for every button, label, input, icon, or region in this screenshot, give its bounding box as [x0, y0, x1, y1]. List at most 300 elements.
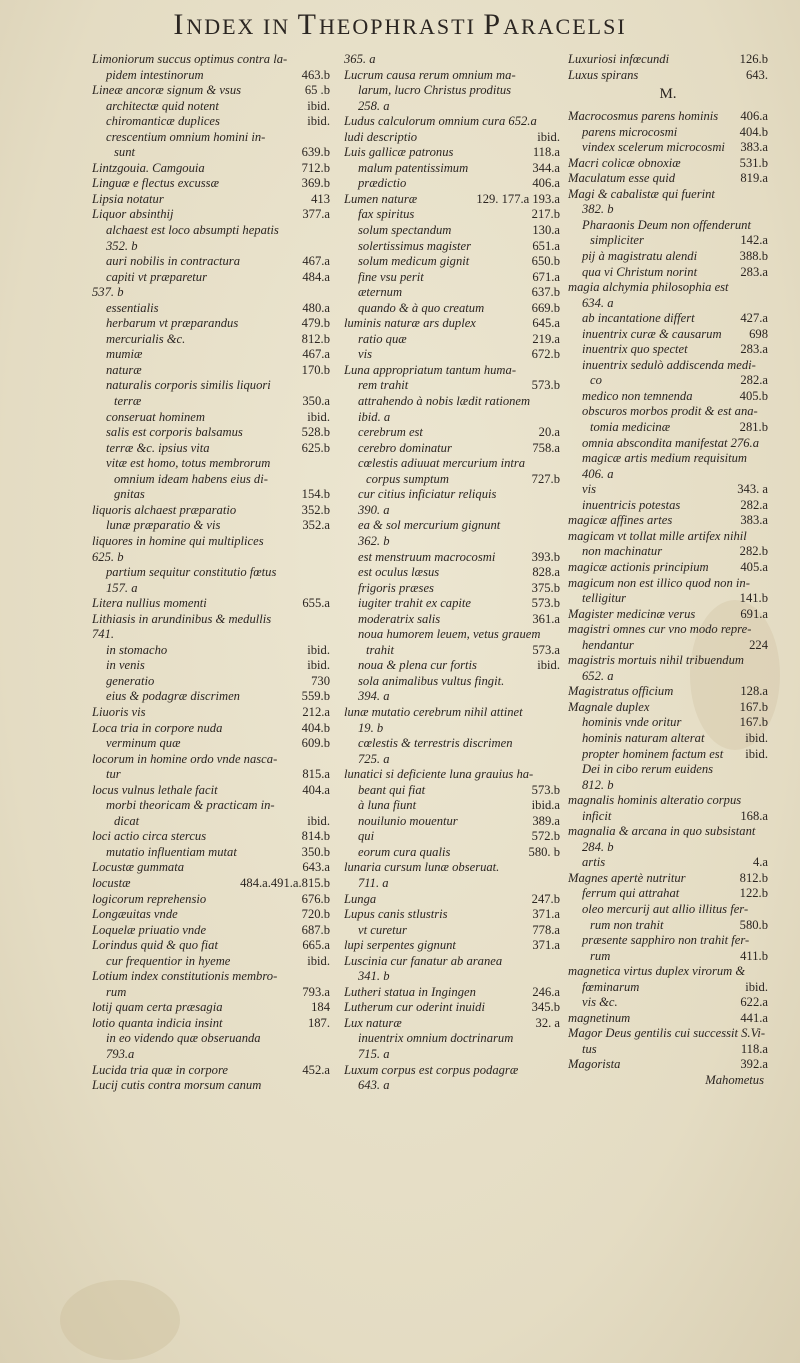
index-entry — [568, 358, 768, 374]
entry-page-ref: 375.b — [531, 580, 560, 595]
entry-page-ref — [326, 969, 330, 985]
entry-page-ref: 141.b — [739, 591, 768, 606]
entry-term: rum — [590, 948, 611, 963]
entry-term: 406. a — [582, 466, 614, 481]
entry-page-ref: ibid. — [307, 953, 330, 968]
entry-page-ref — [326, 581, 330, 597]
entry-term: tomia medicinæ — [590, 420, 671, 435]
entry-term: noua humorem leuem, vetus grauem — [358, 627, 541, 642]
index-entry — [92, 783, 330, 799]
entry-term: rem trahit — [358, 378, 409, 393]
index-entry — [344, 674, 560, 690]
paper-stain — [60, 1280, 180, 1360]
entry-page-ref — [326, 52, 330, 68]
entry-term: 793.a — [106, 1047, 135, 1061]
header-word-paracelsi: ARACELSI — [503, 14, 627, 39]
entry-term: quando & à quo creatum — [358, 300, 485, 315]
index-entry — [344, 534, 560, 550]
entry-page-ref: 118.a — [740, 1041, 768, 1056]
entry-page-ref — [326, 1031, 330, 1047]
entry-term: lunatici si deficiente luna grauius ha- — [344, 767, 534, 782]
index-entry — [568, 498, 768, 514]
index-entry — [568, 249, 768, 265]
entry-term: Maculatum esse quid — [568, 171, 676, 186]
entry-term: 715. a — [358, 1047, 390, 1061]
entry-page-ref: 219.a — [532, 331, 560, 346]
entry-page-ref — [764, 202, 768, 218]
entry-page-ref: 651.a — [532, 238, 560, 253]
entry-page-ref: 404.b — [739, 124, 768, 139]
entry-page-ref: 187. — [307, 1015, 330, 1030]
entry-term: partium sequitur constitutio fœtus — [106, 565, 277, 580]
entry-page-ref: 344.a — [532, 160, 560, 175]
index-entry — [568, 265, 768, 281]
entry-page-ref: 350.b — [301, 844, 330, 859]
entry-page-ref: 371.a — [532, 907, 560, 922]
index-entry — [568, 855, 768, 871]
index-entry — [92, 721, 330, 737]
entry-page-ref: 20.a — [538, 425, 560, 440]
index-entry — [344, 689, 560, 705]
entry-term: locorum in homine ordo vnde nasca- — [92, 751, 278, 766]
entry-page-ref: 184 — [311, 1000, 330, 1015]
entry-page-ref: 224 — [749, 637, 768, 652]
index-entry — [344, 425, 560, 441]
index-entry — [568, 451, 768, 467]
index-entry — [92, 907, 330, 923]
entry-term: pij à magistratu alendi — [582, 249, 698, 264]
entry-page-ref: 392.a — [740, 1057, 768, 1072]
entry-page-ref: 463.b — [301, 67, 330, 82]
index-entry — [344, 52, 560, 68]
entry-page-ref — [556, 518, 560, 534]
entry-term: lunæ præparatio & vis — [106, 518, 221, 533]
entry-page-ref — [556, 534, 560, 550]
entry-page-ref — [764, 840, 768, 856]
entry-page-ref: ibid. — [307, 642, 330, 657]
entry-page-ref: 371.a — [532, 938, 560, 953]
entry-term: Lintzgouia. Camgouia — [92, 160, 205, 175]
entry-page-ref: 383.a — [740, 140, 768, 155]
entry-term: co — [590, 373, 602, 388]
index-entry — [568, 933, 768, 949]
index-entry — [568, 52, 768, 68]
entry-term: magnalis hominis alteratio corpus — [568, 793, 742, 808]
entry-term: dicat — [114, 813, 140, 828]
index-entry — [92, 612, 330, 628]
entry-term: simpliciter — [590, 233, 644, 248]
entry-term: ludi descriptio — [344, 129, 418, 144]
index-entry — [568, 482, 768, 498]
index-entry — [568, 529, 768, 545]
index-entry — [568, 886, 768, 902]
entry-term: Lucida tria quæ in corpore — [92, 1062, 228, 1077]
index-entry — [568, 715, 768, 731]
index-entry — [344, 114, 560, 130]
index-entry — [344, 798, 560, 814]
index-entry — [92, 52, 330, 68]
index-entry — [92, 223, 330, 239]
index-entry — [568, 949, 768, 965]
entry-page-ref: 828.a — [532, 565, 560, 580]
index-entry — [344, 736, 560, 752]
entry-term: cerebrum est — [358, 425, 423, 440]
index-entry — [344, 876, 560, 892]
entry-page-ref: 411.b — [740, 948, 768, 963]
entry-term: æternum — [358, 285, 403, 300]
entry-page-ref: 778.a — [532, 922, 560, 937]
entry-term: Lipsia notatur — [92, 191, 164, 206]
index-entry — [568, 980, 768, 996]
index-entry — [344, 1063, 560, 1079]
entry-term: corpus sumptum — [366, 471, 449, 486]
index-entry — [344, 487, 560, 503]
entry-term: magia alchymia philosophia est — [568, 280, 729, 295]
entry-term: Locustæ gummata — [92, 860, 185, 875]
entry-term: magnetinum — [568, 1010, 631, 1025]
index-entry — [344, 239, 560, 255]
entry-page-ref: 720.b — [301, 907, 330, 922]
entry-page-ref: 441.a — [740, 1010, 768, 1025]
index-entry — [92, 938, 330, 954]
entry-term: non machinatur — [582, 544, 663, 559]
index-entry — [568, 1073, 768, 1089]
entry-term: vis — [358, 347, 372, 362]
entry-page-ref — [556, 410, 560, 426]
index-entry — [568, 840, 768, 856]
entry-term: cœlestis & terrestris discrimen — [358, 736, 513, 751]
index-entry — [92, 130, 330, 146]
entry-term: Macrocosmus parens hominis — [568, 109, 719, 124]
index-entry — [568, 420, 768, 436]
entry-page-ref: 282.a — [740, 497, 768, 512]
entry-page-ref — [556, 394, 560, 410]
index-entry — [92, 394, 330, 410]
entry-page-ref: 669.b — [531, 300, 560, 315]
entry-term: inuentrix omnium doctrinarum — [358, 1031, 514, 1046]
entry-term: magicæ actionis principium — [568, 559, 709, 574]
entry-page-ref: 559.b — [301, 689, 330, 704]
index-entry — [344, 192, 560, 208]
index-entry — [344, 596, 560, 612]
index-entry — [568, 280, 768, 296]
entry-term: magistri omnes cur vno modo repre- — [568, 622, 752, 637]
index-entry — [92, 581, 330, 597]
entry-term: Magi & cabalistæ qui fuerint — [568, 186, 715, 201]
entry-page-ref: ibid. — [307, 98, 330, 113]
entry-term: inuentricis potestas — [582, 497, 681, 512]
entry-page-ref: 212.a — [302, 704, 330, 719]
entry-term: liquores in homine qui multiplices — [92, 533, 264, 548]
entry-page-ref — [764, 436, 768, 452]
index-entry — [344, 99, 560, 115]
entry-term: Lineæ ancoræ signum & vsus — [92, 83, 242, 98]
entry-term: Lucij cutis contra morsum canum — [92, 1078, 262, 1093]
index-entry — [92, 487, 330, 503]
index-entry — [344, 176, 560, 192]
index-entry — [92, 285, 330, 301]
index-entry — [92, 985, 330, 1001]
entry-page-ref — [556, 736, 560, 752]
entry-term: Magistratus officium — [568, 684, 674, 699]
entry-term: eius & podagræ discrimen — [106, 689, 240, 704]
entry-page-ref — [556, 52, 560, 68]
index-entry — [344, 1000, 560, 1016]
entry-page-ref: 393.b — [531, 549, 560, 564]
entry-term: Pharaonis Deum non offenderunt — [582, 217, 751, 232]
entry-term: hominis vnde oritur — [582, 715, 682, 730]
index-entry — [344, 845, 560, 861]
entry-term: chiromanticæ duplices — [106, 114, 220, 129]
index-entry — [568, 653, 768, 669]
index-entry — [92, 798, 330, 814]
entry-term: Loca tria in corpore nuda — [92, 720, 223, 735]
entry-term: Lunga — [344, 891, 377, 906]
entry-page-ref: 479.b — [301, 316, 330, 331]
entry-term: gnitas — [114, 487, 145, 502]
entry-page-ref: 625.b — [301, 440, 330, 455]
index-entry — [344, 394, 560, 410]
entry-term: Luis gallicæ patronus — [344, 145, 454, 160]
entry-term: inuentrix quo spectet — [582, 342, 688, 357]
entry-page-ref — [764, 467, 768, 483]
index-entry — [92, 332, 330, 348]
entry-term: Magnale duplex — [568, 699, 650, 714]
entry-term: 725. a — [358, 751, 390, 766]
entry-term: 652. a — [582, 668, 614, 683]
index-entry — [92, 270, 330, 286]
entry-term: cur frequentior in hyeme — [106, 953, 231, 968]
index-entry — [344, 550, 560, 566]
index-entry — [568, 202, 768, 218]
entry-page-ref: 687.b — [301, 922, 330, 937]
entry-term: fax spiritus — [358, 207, 415, 222]
entry-page-ref: 282.a — [740, 373, 768, 388]
entry-page-ref — [556, 876, 560, 892]
index-entry — [92, 1078, 330, 1094]
entry-term: Lucrum causa rerum omnium ma- — [344, 67, 516, 82]
entry-term: cœlestis adiuuat mercurium intra — [358, 456, 526, 471]
entry-term: Limoniorum succus optimus contra la- — [92, 52, 288, 66]
index-entry — [568, 436, 768, 452]
entry-page-ref — [765, 1026, 768, 1042]
index-entry — [92, 658, 330, 674]
entry-term: in stomacho — [106, 642, 168, 657]
entry-term: 352. b — [106, 238, 138, 253]
entry-page-ref: 812.b — [739, 870, 768, 885]
entry-page-ref: 671.a — [532, 269, 560, 284]
entry-term: noua & plena cur fortis — [358, 658, 477, 673]
entry-term: crescentium omnium homini in- — [106, 129, 266, 144]
index-entry — [568, 311, 768, 327]
index-entry — [344, 316, 560, 332]
index-entry — [344, 254, 560, 270]
entry-term: Liuoris vis — [92, 704, 146, 719]
entry-page-ref: 480.a — [302, 300, 330, 315]
index-entry — [92, 425, 330, 441]
entry-page-ref — [764, 296, 768, 312]
index-entry — [568, 1042, 768, 1058]
entry-page-ref — [326, 378, 330, 394]
index-entry — [92, 596, 330, 612]
index-entry — [344, 892, 560, 908]
index-entry — [568, 125, 768, 141]
index-entry — [568, 373, 768, 389]
index-entry — [344, 938, 560, 954]
entry-page-ref: 405.a — [740, 559, 768, 574]
entry-term: malum patentissimum — [358, 160, 469, 175]
entry-page-ref: ibid. — [745, 730, 768, 745]
entry-term: ab incantatione differt — [582, 311, 695, 326]
entry-term: beant qui fiat — [358, 782, 426, 797]
entry-page-ref — [764, 669, 768, 685]
entry-page-ref: 712.b — [301, 160, 330, 175]
entry-term: 284. b — [582, 839, 614, 854]
index-entry — [92, 456, 330, 472]
index-entry — [344, 270, 560, 286]
index-entry — [344, 83, 560, 99]
entry-page-ref — [764, 1073, 768, 1089]
entry-term: trahit — [366, 642, 394, 657]
index-entry — [568, 622, 768, 638]
entry-page-ref: 377.a — [302, 207, 330, 222]
index-entry — [568, 513, 768, 529]
index-entry — [92, 752, 330, 768]
entry-page-ref — [764, 793, 768, 809]
entry-term: 537. b — [92, 285, 124, 300]
entry-page-ref: 283.a — [740, 342, 768, 357]
entry-page-ref — [326, 1078, 330, 1094]
entry-term: Lotium index constitutionis membro- — [92, 969, 278, 984]
entry-page-ref: 665.a — [302, 938, 330, 953]
entry-term: luminis naturæ ars duplex — [344, 316, 476, 331]
entry-page-ref — [556, 860, 560, 876]
index-entry — [568, 187, 768, 203]
index-entry — [92, 114, 330, 130]
entry-term: lotio quanta indicia insint — [92, 1015, 223, 1030]
entry-page-ref: 573.a — [532, 642, 560, 657]
index-entry — [92, 923, 330, 939]
entry-page-ref: 130.a — [532, 223, 560, 238]
entry-term: qua vi Christum norint — [582, 264, 698, 279]
entry-term: 625. b — [92, 549, 124, 564]
index-entry — [92, 969, 330, 985]
index-entry — [568, 404, 768, 420]
entry-page-ref: 698 — [749, 326, 768, 341]
index-entry — [344, 627, 560, 643]
entry-term: nouilunio mouentur — [358, 813, 458, 828]
entry-page-ref — [326, 627, 330, 643]
index-entry — [568, 1057, 768, 1073]
index-entry — [344, 207, 560, 223]
index-entry — [344, 954, 560, 970]
index-entry — [92, 254, 330, 270]
entry-term: fœminarum — [582, 979, 640, 994]
entry-page-ref: ibid. — [307, 813, 330, 828]
entry-page-ref — [764, 824, 768, 840]
index-entry — [344, 643, 560, 659]
index-entry — [344, 829, 560, 845]
index-entry — [92, 674, 330, 690]
index-entry — [92, 518, 330, 534]
entry-page-ref — [556, 752, 560, 768]
index-entry — [568, 560, 768, 576]
entry-term: 394. a — [358, 689, 390, 704]
entry-term: loci actio circa stercus — [92, 829, 207, 844]
entry-page-ref — [556, 456, 560, 472]
entry-page-ref: 122.b — [739, 886, 768, 901]
entry-page-ref — [556, 954, 560, 970]
entry-page-ref — [556, 674, 560, 690]
entry-page-ref: 404.a — [302, 782, 330, 797]
entry-term: Litera nullius momenti — [92, 596, 207, 611]
index-entry — [92, 145, 330, 161]
entry-term: herbarum vt præparandus — [106, 316, 239, 331]
index-entry — [344, 985, 560, 1001]
entry-page-ref: 154.b — [301, 487, 330, 502]
entry-term: mercurialis &c. — [106, 331, 186, 346]
index-entry — [344, 378, 560, 394]
entry-page-ref: 167.b — [739, 715, 768, 730]
entry-page-ref: 352.b — [301, 502, 330, 517]
entry-term: in venis — [106, 658, 145, 673]
index-entry — [344, 363, 560, 379]
entry-term: locus vulnus lethale facit — [92, 782, 218, 797]
index-entry — [568, 871, 768, 887]
index-entry — [344, 767, 560, 783]
entry-page-ref: 573.b — [531, 596, 560, 611]
entry-term: Longæuitas vnde — [92, 907, 178, 922]
entry-page-ref — [556, 68, 560, 84]
index-entry — [568, 342, 768, 358]
entry-term: tus — [582, 1041, 597, 1056]
entry-page-ref: 406.a — [740, 109, 768, 124]
entry-page-ref: 343. a — [737, 482, 768, 497]
entry-term: sunt — [114, 145, 135, 160]
index-entry — [344, 721, 560, 737]
index-entry — [568, 824, 768, 840]
index-entry — [92, 207, 330, 223]
index-entry — [568, 591, 768, 607]
entry-page-ref: 819.a — [740, 171, 768, 186]
entry-page-ref: 118.a — [532, 145, 560, 160]
entry-term: lotij quam certa præsagia — [92, 1000, 223, 1015]
entry-page-ref — [764, 451, 768, 467]
entry-page-ref: 128.a — [740, 684, 768, 699]
index-entry — [568, 731, 768, 747]
entry-term: solum medicum gignit — [358, 254, 470, 269]
entry-term: Luna appropriatum tantum huma- — [344, 362, 517, 377]
header-word-theophrasti: HEOPHRASTI — [319, 14, 484, 39]
entry-term: à luna fiunt — [358, 798, 417, 813]
entry-term: rum non trahit — [590, 917, 664, 932]
entry-term: artis — [582, 855, 606, 870]
entry-page-ref — [556, 627, 560, 643]
index-entry — [568, 747, 768, 763]
section-letter: M. — [659, 86, 677, 103]
entry-page-ref — [326, 798, 330, 814]
entry-page-ref — [326, 550, 330, 566]
entry-term: omnium ideam habens eius di- — [114, 471, 268, 486]
entry-term: sola animalibus vultus fingit. — [358, 673, 505, 688]
index-entry — [344, 783, 560, 799]
entry-page-ref: 142.a — [740, 233, 768, 248]
entry-term: omnia abscondita manifestat 276.a — [582, 435, 760, 450]
index-entry — [568, 964, 768, 980]
entry-page-ref: 361.a — [532, 611, 560, 626]
entry-term: morbi theoricam & practicam in- — [106, 798, 275, 813]
entry-term: magnetica virtus duplex virorum & — [568, 964, 746, 979]
